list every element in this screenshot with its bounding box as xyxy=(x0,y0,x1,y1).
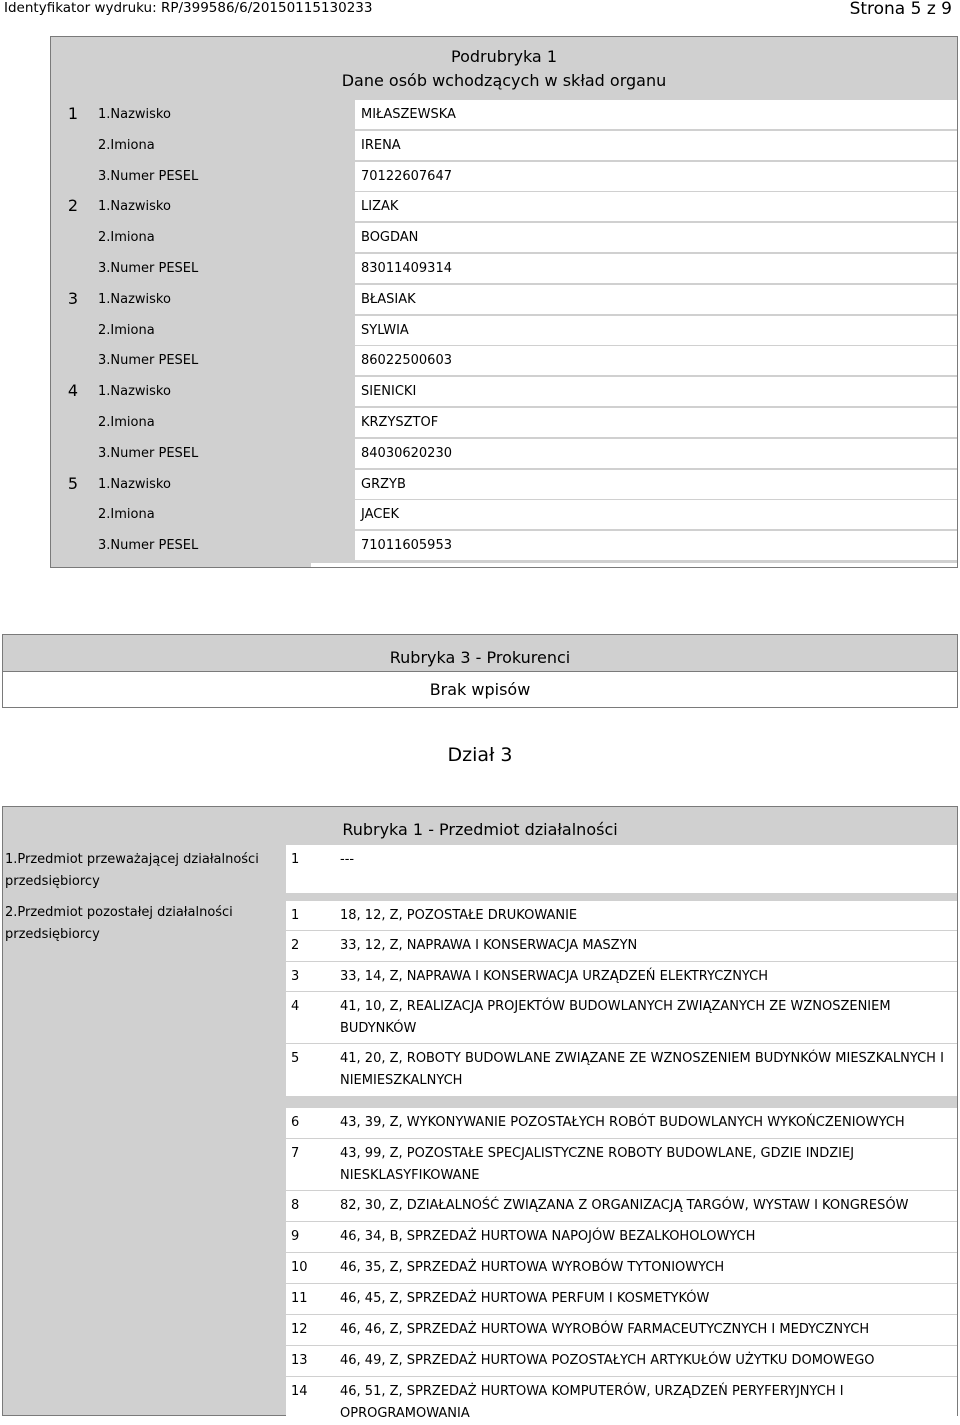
activity-row xyxy=(286,931,957,961)
person-index: 3 xyxy=(67,288,79,308)
activity-row xyxy=(286,845,957,893)
activity-row xyxy=(286,1315,957,1345)
activity-description: 46, 49, Z, SPRZEDAŻ HURTOWA POZOSTAŁYCH ARTYKUŁÓW UŻYTKU DOMOWEGO xyxy=(340,1353,875,1368)
activity-description: 46, 45, Z, SPRZEDAŻ HURTOWA PERFUM I KOSMETYKÓW xyxy=(340,1291,710,1306)
field-label: 3.Numer PESEL xyxy=(95,346,355,375)
persons-table-title xyxy=(51,45,957,93)
activity-description: 41, 20, Z, ROBOTY BUDOWLANE ZWIĄZANE ZE WZNOSZENIEM BUDYNKÓW MIESZKALNYCH I NIEMIESZKALNYCH xyxy=(340,1051,944,1088)
activity-number: 13 xyxy=(291,1353,308,1368)
activity-description: 33, 12, Z, NAPRAWA I KONSERWACJA MASZYN xyxy=(340,938,638,953)
activity-number: 14 xyxy=(291,1384,308,1399)
activity-number: 6 xyxy=(291,1115,300,1130)
person-index: 4 xyxy=(67,381,79,401)
activity-row xyxy=(286,1139,957,1190)
section-heading: Dział 3 xyxy=(447,744,513,766)
activity-description: 18, 12, Z, POZOSTAŁE DRUKOWANIE xyxy=(340,908,578,923)
field-value: JACEK xyxy=(355,500,957,529)
person-field-row xyxy=(95,285,957,315)
activity-description: --- xyxy=(340,852,355,867)
activity-row xyxy=(286,962,957,991)
field-value: IRENA xyxy=(355,131,957,160)
field-value: KRZYSZTOF xyxy=(355,408,957,437)
activity-number: 12 xyxy=(291,1322,308,1337)
activity-description: 43, 99, Z, POZOSTAŁE SPECJALISTYCZNE ROBOTY BUDOWLANE, GDZIE INDZIEJ NIESKLASYFIKOWANE xyxy=(340,1146,855,1183)
field-value: GRZYB xyxy=(355,470,957,499)
activity-number: 2 xyxy=(291,938,300,953)
person-field-row xyxy=(95,254,957,284)
field-value: SYLWIA xyxy=(355,316,957,345)
activity-number: 9 xyxy=(291,1229,300,1244)
print-identifier: Identyfikator wydruku: RP/399586/6/20150115130233 xyxy=(4,0,373,16)
field-value: SIENICKI xyxy=(355,377,957,406)
activity-row xyxy=(286,1284,957,1314)
field-label: 3.Numer PESEL xyxy=(95,162,355,191)
activity-row xyxy=(286,1377,957,1422)
field-value: LIZAK xyxy=(355,192,957,221)
person-field-row xyxy=(95,131,957,161)
field-value: 86022500603 xyxy=(355,346,957,375)
activity-description: 46, 46, Z, SPRZEDAŻ HURTOWA WYROBÓW FARMACEUTYCZNYCH I MEDYCZNYCH xyxy=(340,1322,870,1337)
field-label: 2.Imiona xyxy=(95,223,355,252)
activity-number: 10 xyxy=(291,1260,308,1275)
page-number: Strona 5 z 9 xyxy=(849,0,952,19)
activity-table xyxy=(2,806,958,1421)
activity-description: 46, 34, B, SPRZEDAŻ HURTOWA NAPOJÓW BEZALKOHOLOWYCH xyxy=(340,1229,756,1244)
activity-description: 33, 14, Z, NAPRAWA I KONSERWACJA URZĄDZEŃ ELEKTRYCZNYCH xyxy=(340,969,769,984)
field-value: 83011409314 xyxy=(355,254,957,283)
activity-number: 5 xyxy=(291,1051,300,1066)
person-field-row xyxy=(95,192,957,222)
field-label: 2.Imiona xyxy=(95,316,355,345)
rubryka-3-title: Rubryka 3 - Prokurenci xyxy=(3,635,957,672)
field-value: BOGDAN xyxy=(355,223,957,252)
activity-number: 3 xyxy=(291,969,300,984)
activity-description: 46, 51, Z, SPRZEDAŻ HURTOWA KOMPUTERÓW, URZĄDZEŃ PERYFERYJNYCH I OPROGRAMOWANIA xyxy=(340,1384,844,1421)
field-label: 1.Nazwisko xyxy=(95,285,355,314)
activity-row xyxy=(286,1191,957,1221)
activity-row xyxy=(286,1346,957,1376)
person-field-row xyxy=(95,223,957,253)
person-field-row xyxy=(95,500,957,530)
activity-number: 7 xyxy=(291,1146,300,1161)
activity-description: 46, 35, Z, SPRZEDAŻ HURTOWA WYROBÓW TYTONIOWYCH xyxy=(340,1260,725,1275)
activity-number: 1 xyxy=(291,852,300,867)
person-field-row xyxy=(95,439,957,469)
field-label: 3.Numer PESEL xyxy=(95,439,355,468)
person-field-row xyxy=(95,377,957,407)
field-label: 2.Imiona xyxy=(95,131,355,160)
field-label: 3.Numer PESEL xyxy=(95,531,355,560)
field-value: BŁASIAK xyxy=(355,285,957,314)
field-label: 1.Nazwisko xyxy=(95,470,355,499)
activity-number: 11 xyxy=(291,1291,308,1306)
activity-number: 4 xyxy=(291,999,300,1014)
person-field-row xyxy=(95,162,957,192)
activity-description: 43, 39, Z, WYKONYWANIE POZOSTAŁYCH ROBÓT BUDOWLANYCH WYKOŃCZENIOWYCH xyxy=(340,1115,905,1130)
field-label: 1.Nazwisko xyxy=(95,192,355,221)
person-field-row xyxy=(95,470,957,500)
activity-number: 1 xyxy=(291,908,300,923)
rubryka-3-box xyxy=(2,634,958,708)
field-label: 1.Nazwisko xyxy=(95,100,355,129)
subsection-title: Podrubryka 1 xyxy=(451,47,557,66)
persons-table xyxy=(50,36,958,568)
field-value: 70122607647 xyxy=(355,162,957,191)
activity-row xyxy=(286,1253,957,1283)
field-label: 3.Numer PESEL xyxy=(95,254,355,283)
field-label: 2.Imiona xyxy=(95,500,355,529)
activity-description: 41, 10, Z, REALIZACJA PROJEKTÓW BUDOWLANYCH ZWIĄZANYCH ZE WZNOSZENIEM BUDYNKÓW xyxy=(340,999,891,1036)
field-label: 1.Nazwisko xyxy=(95,377,355,406)
activity-row xyxy=(286,901,957,930)
activity-row xyxy=(286,992,957,1043)
activity-table-title: Rubryka 1 - Przedmiot działalności xyxy=(342,820,618,839)
activity-number: 8 xyxy=(291,1198,300,1213)
person-index: 5 xyxy=(67,473,79,493)
person-field-row xyxy=(95,316,957,346)
person-field-row xyxy=(95,346,957,376)
table-bottom-strip xyxy=(311,563,957,567)
person-field-row xyxy=(95,408,957,438)
activity-row xyxy=(286,1044,957,1096)
person-field-row xyxy=(95,100,957,130)
person-field-row xyxy=(95,531,957,561)
person-index: 2 xyxy=(67,196,79,216)
person-index: 1 xyxy=(67,104,79,123)
field-value: MIŁASZEWSKA xyxy=(355,100,957,129)
activity-description: 82, 30, Z, DZIAŁALNOŚĆ ZWIĄZANA Z ORGANIZACJĄ TARGÓW, WYSTAW I KONGRESÓW xyxy=(340,1198,909,1213)
main-activity-label: 1.Przedmiot przeważającej działalności przedsiębiorcy xyxy=(5,852,259,889)
activity-row xyxy=(286,1222,957,1252)
subsection-subtitle: Dane osób wchodzących w skład organu xyxy=(341,71,667,90)
field-value: 71011605953 xyxy=(355,531,957,560)
field-label: 2.Imiona xyxy=(95,408,355,437)
other-activity-label: 2.Przedmiot pozostałej działalności przedsiębiorcy xyxy=(5,905,233,942)
activity-row xyxy=(286,1108,957,1138)
rubryka-3-value: Brak wpisów xyxy=(429,680,531,699)
field-value: 84030620230 xyxy=(355,439,957,468)
